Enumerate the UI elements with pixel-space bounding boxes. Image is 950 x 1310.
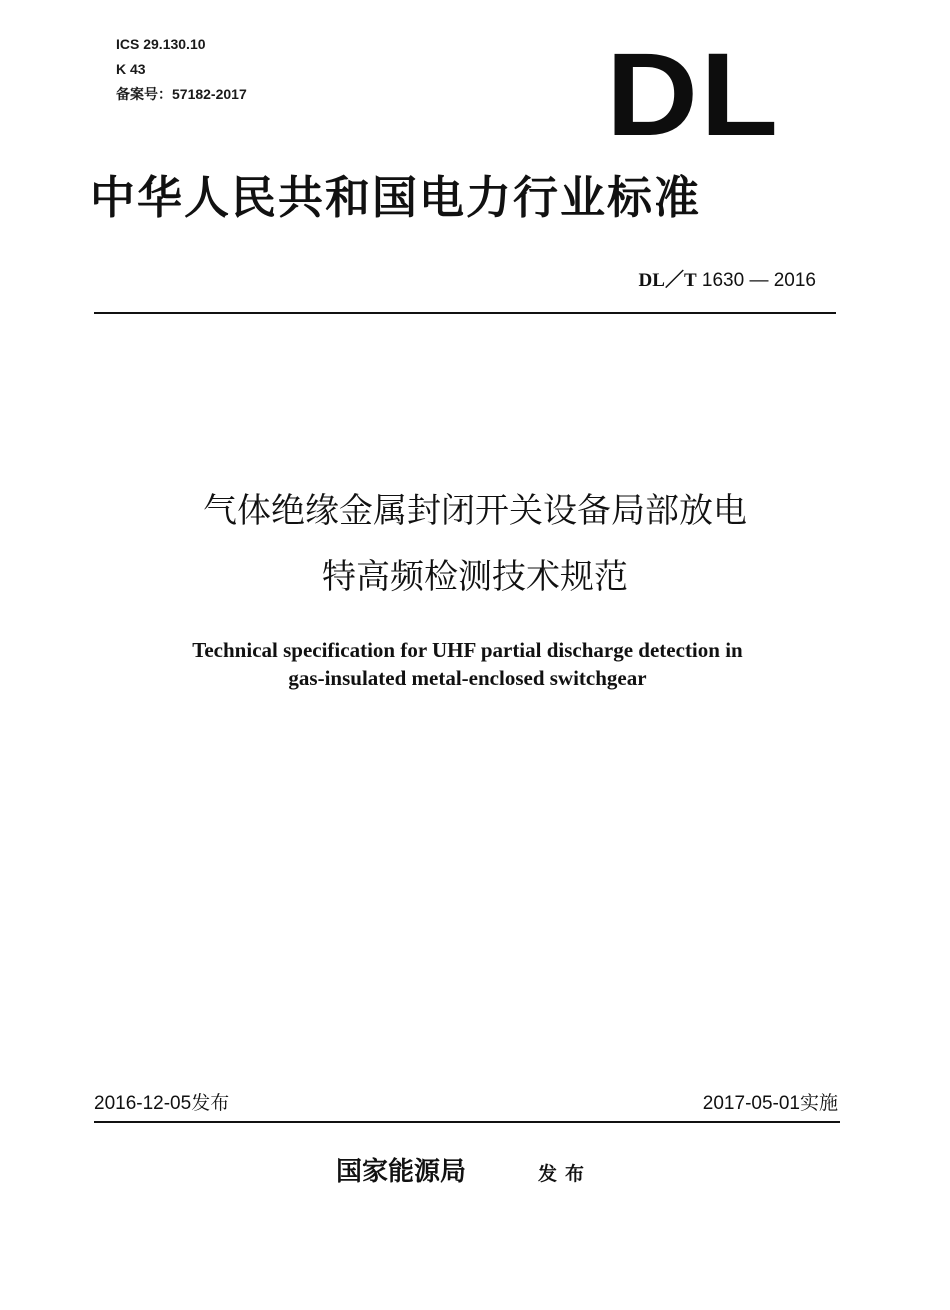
ics-code: ICS 29.130.10 — [116, 36, 206, 52]
classification-block — [116, 32, 247, 107]
chinese-title-line-2: 特高频检测技术规范 — [322, 557, 628, 597]
standard-number — [639, 268, 816, 294]
dl-logo-text: DL — [606, 29, 781, 161]
classification-code: K 43 — [116, 61, 146, 77]
filing-number: 备案号：57182-2017 — [116, 86, 247, 102]
publish-label: 发布 — [538, 1163, 593, 1185]
issue-date: 2016-12-05发布 — [94, 1093, 230, 1114]
english-title-line-2: gas-insulated metal-enclosed switchgear — [288, 666, 647, 690]
chinese-title-line-1: 气体绝缘金属封闭开关设备局部放电 — [203, 491, 747, 531]
standard-number-year: 1630 — 2016 — [696, 270, 816, 291]
publisher-name: 国家能源局 — [336, 1157, 467, 1187]
dl-logo — [606, 29, 792, 161]
industry-standard-title: 中华人民共和国电力行业标准 — [90, 171, 702, 224]
bottom-divider — [94, 1121, 840, 1123]
english-title-line-1: Technical specification for UHF partial discharge detection in — [192, 638, 743, 662]
top-divider — [94, 312, 836, 314]
standard-code: DL／T — [638, 270, 697, 291]
implementation-date: 2017-05-01实施 — [702, 1093, 838, 1114]
